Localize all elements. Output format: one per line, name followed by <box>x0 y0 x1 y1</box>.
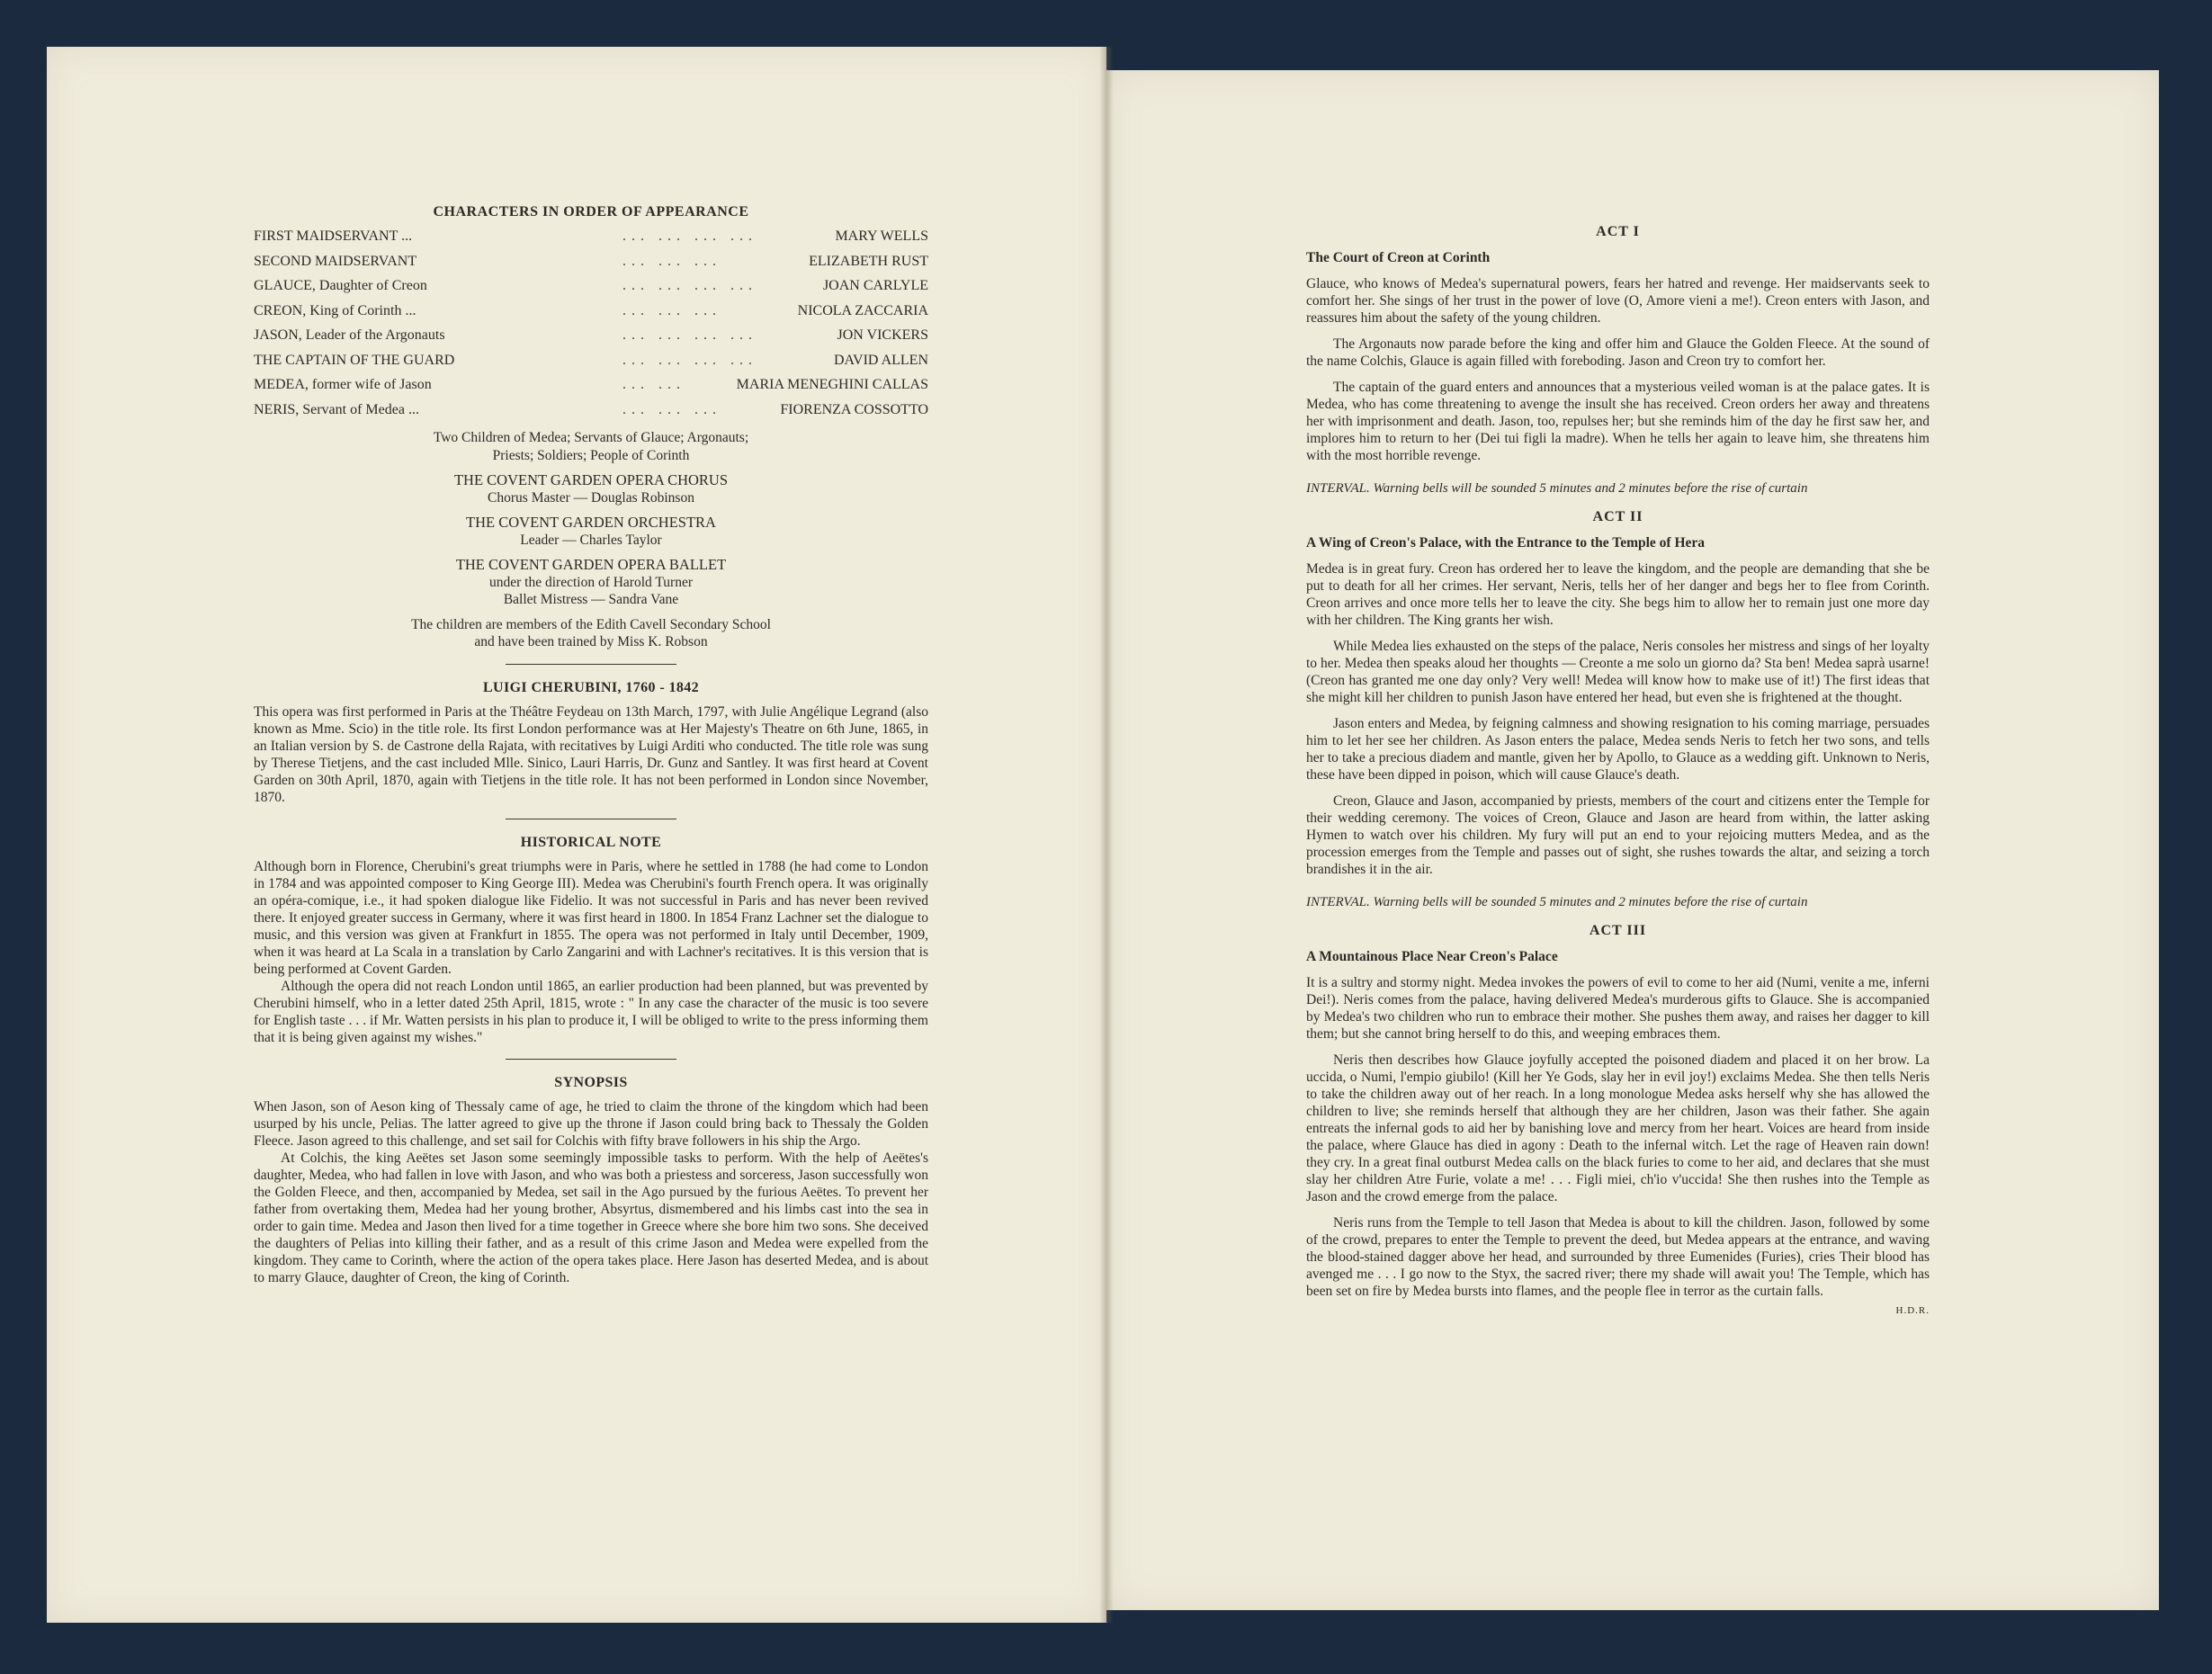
left-page <box>47 47 1106 1623</box>
synopsis-paragraph: At Colchis, the king Aeëtes set Jason some seemingly impossible tasks to perform. With the help of Aeëtes's daughter, Medea, who had fallen in love with Jason, and who was both a priestess and sorceress, Jason successfully won the Golden Fleece, and then, accompanied by Medea, set sail in the Ago pursued by the furious Aeëtes. To prevent her father from overtaking them, Medea had her young brother, Absyrtus, dismembered and his limbs cast into the sea in order to gain time. Medea and Jason then lived for a time together in Greece where she bore him two sons. She deceived the daughters of Pelias into killing their father, and as a result of this crime Jason and Medea were expelled from the kingdom. They came to Corinth, where the action of the opera takes place. Here Jason has deserted Medea, and is about to marry Glauce, daughter of Creon, the king of Corinth. <box>254 1150 928 1285</box>
history-paragraph: Although the opera did not reach London until 1865, an earlier production had been planned, but was prevented by Cherubini himself, who in a letter dated 25th April, 1815, wrote : " In any case the character of the music is too severe for English taste . . . if Mr. Watten persists in his plan to produce it, I will be obliged to write to the press informing them that it is being given against my wishes." <box>254 978 928 1045</box>
act-1-paragraph: Glauce, who knows of Medea's supernatural powers, fears her hatred and revenge. Her maidservants seek to comfort her. She sings of her trust in the power of love (O, Amore vieni a me!). Creon enters with Jason, and reassures him about the safety of the young children. <box>1306 276 1930 326</box>
cast-actor: MARY WELLS <box>835 228 928 244</box>
extras-line: Two Children of Medea; Servants of Glauce; Argonauts; <box>433 430 749 445</box>
act-3-paragraph: Neris runs from the Temple to tell Jason that Medea is about to kill the children. Jason, followed by some of the crowd, prepares to enter the Temple to prevent the deed, but Medea appears at the entrance, and waving the blood-stained dagger above her head, and surrounded by three Eumenides (Furies), cries Their blood has avenged me . . . I go now to the Styx, the sacred river; there my shade will await you! The Temple, which has been set on fire by Medea bursts into flames, and the people flee in terror as the curtain falls. <box>1306 1215 1930 1299</box>
act-1-paragraph: The captain of the guard enters and announces that a mysterious veiled woman is at the palace gates. It is Medea, who has come threatening to avenge the insult she has received. Creon orders her away and threatens her with imprisonment and death. Jason, too, repulses her; but she reminds him of the day he first saw her, and implores him to return to her (Dei tui figli la madre). When he tells her again to leave him, she threatens him with the most horrible revenge. <box>1306 380 1930 463</box>
cast-dots: ... ... ... ... <box>622 327 757 343</box>
act-2-paragraph: Medea is in great fury. Creon has ordered her to leave the kingdom, and the people are demanding that she be put to death for all her crimes. Her servant, Neris, tells her of her danger and begs her to flee from Corinth. Creon arrives and once more tells her to leave the city. She begs him to allow her to remain just one more day with her children. The King grants her wish. <box>1306 561 1930 628</box>
interval-notice: INTERVAL. Warning bells will be sounded 5 minutes and 2 minutes before the rise of curtain <box>1306 481 1808 496</box>
composer-paragraph: This opera was first performed in Paris at the Théâtre Feydeau on 13th March, 1797, with Julie Angélique Legrand (also known as Mme. Scio) in the title role. Its first London performance was at Her Majesty's Theatre on 6th June, 1865, in an Italian version by S. de Castrone della Rajata, with recitatives by Luigi Arditi who conducted. The title role was sung by Therese Tietjens, and the cast included Mlle. Sinico, Lauri Harris, Dr. Gunz and Santley. It was first heard at Covent Garden on 30th April, 1870, again with Tietjens in the title role. It has not been performed in London since November, 1870. <box>254 703 928 805</box>
act-2-scene: A Wing of Creon's Palace, with the Entrance to the Temple of Hera <box>1306 535 1706 551</box>
interval-notice: INTERVAL. Warning bells will be sounded 5 minutes and 2 minutes before the rise of curtain <box>1306 895 1808 909</box>
characters-heading: CHARACTERS IN ORDER OF APPEARANCE <box>433 204 749 219</box>
cast-role: THE CAPTAIN OF THE GUARD <box>254 352 455 368</box>
cast-row <box>254 327 928 352</box>
act-3-scene: A Mountainous Place Near Creon's Palace <box>1306 949 1558 964</box>
cast-dots: ... ... ... <box>622 302 721 318</box>
chorus-name: THE COVENT GARDEN OPERA CHORUS <box>453 471 729 488</box>
cast-row <box>254 401 928 426</box>
act-2-paragraph: Creon, Glauce and Jason, accompanied by priests, members of the court and citizens enter the Temple for their wedding ceremony. The voices of Creon, Glauce and Jason are heard from within, the latter asking Hymen to watch over his children. My fury will put an end to your rejoicing mutters Medea, and as the procession emerges from the Temple and passes out of sight, she rushes towards the altar, and seizing a torch brandishes it in the air. <box>1306 793 1930 877</box>
composer-heading: LUIGI CHERUBINI, 1760 - 1842 <box>482 679 700 695</box>
act-1-title: ACT I <box>1596 224 1640 239</box>
cast-dots: ... ... ... ... <box>622 352 757 368</box>
historical-note-heading: HISTORICAL NOTE <box>520 834 662 850</box>
cast-role: GLAUCE, Daughter of Creon <box>254 278 427 293</box>
author-initials: H.D.R. <box>1895 1305 1930 1316</box>
act-1-paragraph: The Argonauts now parade before the king and offer him and Glauce the Golden Fleece. At the sound of the name Colchis, Glauce is again filled with foreboding. Jason and Creon try to comfort her. <box>1306 336 1930 369</box>
ballet-credit <box>254 556 928 609</box>
right-column <box>1306 214 1930 1320</box>
orchestra-name: THE COVENT GARDEN ORCHESTRA <box>466 514 716 531</box>
cast-actor: MARIA MENEGHINI CALLAS <box>736 377 928 392</box>
act-2-title: ACT II <box>1592 509 1643 524</box>
cast-row <box>254 277 928 302</box>
chorus-master: Chorus Master — Douglas Robinson <box>488 489 694 506</box>
ballet-name: THE COVENT GARDEN OPERA BALLET <box>455 556 727 573</box>
cast-row <box>254 376 928 401</box>
children-line: The children are members of the Edith Cavell Secondary School <box>411 616 771 632</box>
children-credit <box>254 616 928 651</box>
orchestra-credit <box>254 514 928 549</box>
cast-role: FIRST MAIDSERVANT ... <box>254 228 413 244</box>
cast-role: JASON, Leader of the Argonauts <box>254 327 445 343</box>
act-1-scene: The Court of Creon at Corinth <box>1306 250 1491 265</box>
cast-row <box>254 253 928 278</box>
act-2-paragraph: While Medea lies exhausted on the steps of the palace, Neris consoles her mistress and sings of her loyalty to her. Medea then speaks aloud her thoughts — Creonte a me solo un giorno da? Sta ben! Medea saprà usarne! (Creon has granted me one day only? Very well! Medea will know how to make use of it!) The first ideas that she might kill her children to punish Jason have entered her head, but even she is frightened at the thought. <box>1306 639 1930 705</box>
cast-dots: ... ... ... <box>622 401 721 417</box>
orchestra-leader: Leader — Charles Taylor <box>520 532 662 548</box>
synopsis-paragraph: When Jason, son of Aeson king of Thessaly came of age, he tried to claim the throne of the kingdom which had been usurped by his uncle, Pelias. The latter agreed to give up the throne if Jason could bring back to Thessaly the Golden Fleece. Jason agreed to this challenge, and set sail for Colchis with fifty brave followers in his ship the Argo. <box>254 1098 928 1149</box>
ballet-direction: under the direction of Harold Turner <box>489 574 693 590</box>
cast-role: NERIS, Servant of Medea ... <box>254 401 419 417</box>
cast-role: SECOND MAIDSERVANT <box>254 253 417 269</box>
cast-actor: JON VICKERS <box>837 327 928 343</box>
synopsis-heading: SYNOPSIS <box>554 1074 628 1090</box>
cast-actor: ELIZABETH RUST <box>809 253 928 269</box>
cast-actor: JOAN CARLYLE <box>822 278 928 293</box>
act-3-paragraph: It is a sultry and stormy night. Medea invokes the powers of evil to come to her aid (Numi, venite a me, inferni Dei!). Neris comes from the palace, having delivered Medea's murderous gifts to Glauce. She is accompanied by Medea's two children who run to embrace their mother. She pushes them away, and raises her dagger to kill them; but she cannot bring herself to do this, and weeping embraces them. <box>1306 975 1930 1042</box>
booklet-spine <box>1099 47 1114 1623</box>
cast-row <box>254 302 928 327</box>
history-paragraph: Although born in Florence, Cherubini's great triumphs were in Paris, where he settled in 1788 (he had come to London in 1784 and was appointed composer to King George III). Medea was Cherubini's fourth French opera. It was originally an opéra-comique, i.e., it had spoken dialogue like Fidelio. It was not successful in Paris and has never been revived there. It enjoyed greater success in Germany, where it was first heard in 1800. In 1854 Franz Lachner set the dialogue to music, and this version was given at Frankfurt in 1855. The opera was not performed in Italy until December, 1909, when it was heard at La Scala in a translation by Carlo Zangarini and with Lachner's recitatives. It is this version that is being performed at Covent Garden. <box>254 858 928 977</box>
children-line: and have been trained by Miss K. Robson <box>474 634 708 649</box>
extras-line: Priests; Soldiers; People of Corinth <box>492 447 690 463</box>
ballet-mistress: Ballet Mistress — Sandra Vane <box>503 592 679 607</box>
cast-role: CREON, King of Corinth ... <box>254 302 416 318</box>
act-3-title: ACT III <box>1589 923 1647 938</box>
right-page <box>1106 70 2159 1610</box>
cast-list <box>254 228 928 425</box>
left-column <box>254 203 928 1286</box>
cast-dots: ... ... ... <box>622 253 721 269</box>
act-2-paragraph: Jason enters and Medea, by feigning calmness and showing resignation to his coming marriage, persuades him to let her see her children. As Jason enters the palace, Medea sends Neris to fetch her two sons, and tells her to take a precious diadem and mantle, given her by Apollo, to Glauce as a wedding gift. Unknown to Neris, these have been dipped in poison, which will cause Glauce's death. <box>1306 716 1930 783</box>
cast-dots: ... ... <box>622 377 685 392</box>
cast-row <box>254 352 928 377</box>
cast-dots: ... ... ... ... <box>622 278 757 293</box>
cast-actor: NICOLA ZACCARIA <box>797 302 928 318</box>
cast-role: MEDEA, former wife of Jason <box>254 377 432 392</box>
divider <box>506 664 676 665</box>
cast-actor: DAVID ALLEN <box>833 352 928 368</box>
cast-dots: ... ... ... ... <box>622 228 757 244</box>
extras-credit <box>254 429 928 464</box>
cast-actor: FIORENZA COSSOTTO <box>780 401 928 417</box>
act-3-paragraph: Neris then describes how Glauce joyfully accepted the poisoned diadem and placed it on her brow. La uccida, o Numi, l'empio giubilo! (Kill her Ye Gods, slay her in evil joy!) exclaims Medea. She then tells Neris to take the children away out of her reach. In a long monologue Medea asks herself why she has allowed the children to live; she reminds herself that although they are her children, Jason was their father. She again entreats the infernal gods to aid her by banishing love and mercy from her heart. Voices are heard from inside the palace, where Glauce has died in agony : Death to the infernal witch. Let the rage of Heaven rain down! they cry. In a great final outburst Medea calls on the black furies to come to her aid, and declares that she must slay her children Atre Furie, volate a me! . . . Figli miei, ch'io v'uccida! She then rushes into the Temple as Jason and the crowd emerge from the palace. <box>1306 1052 1930 1204</box>
cast-row <box>254 228 928 253</box>
divider <box>506 1059 676 1060</box>
chorus-credit <box>254 471 928 506</box>
